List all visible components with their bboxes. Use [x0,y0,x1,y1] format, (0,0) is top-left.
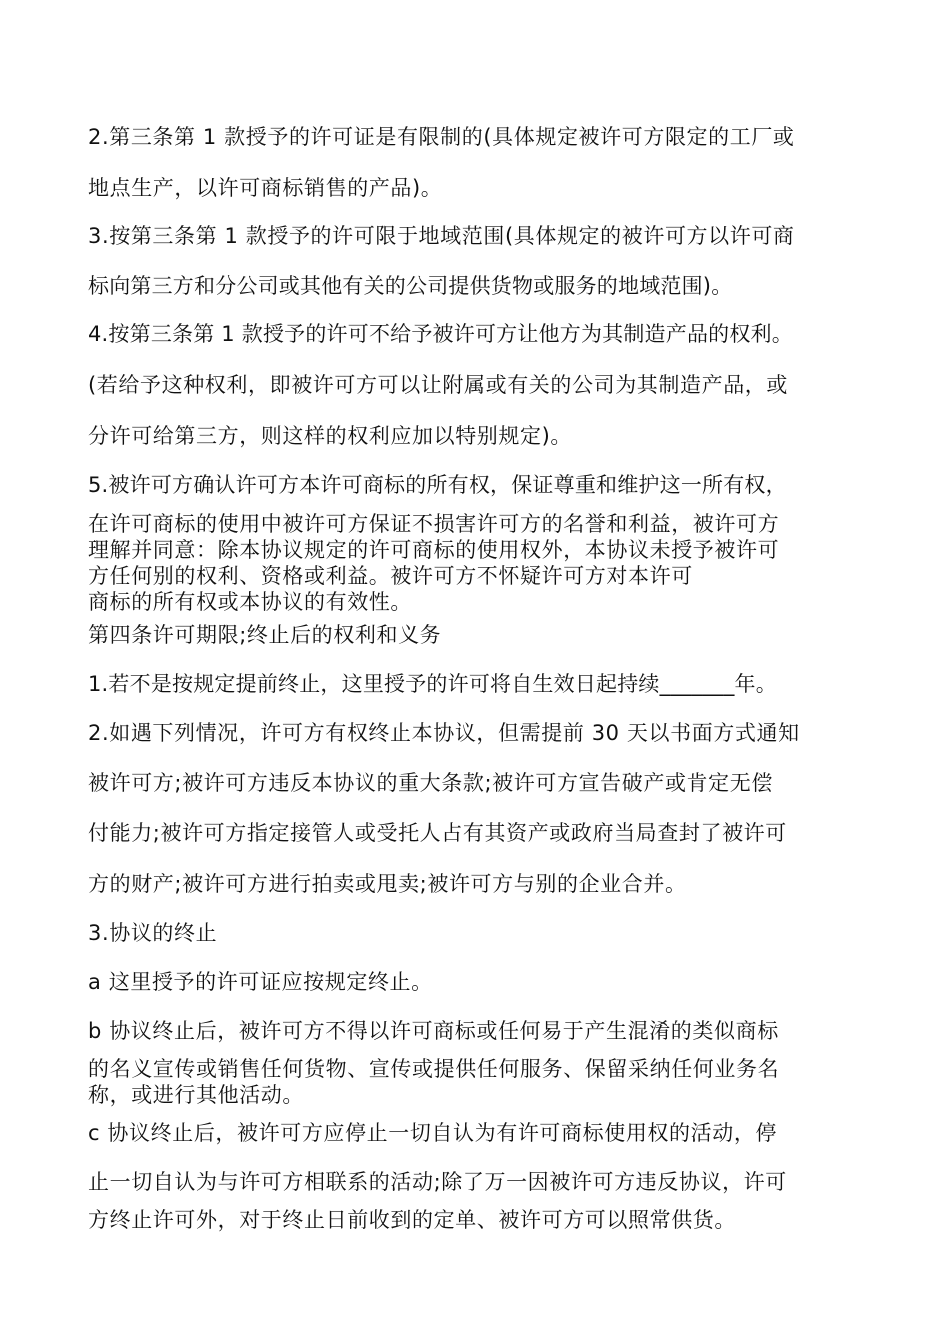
paragraph-5-line-4: 方任何别的权利、资格或利益。被许可方不怀疑许可方对本许可 [88,564,693,588]
paragraph-2-line-2: 地点生产，以许可商标销售的产品)。 [88,176,443,200]
paragraph-3-line-2: 标向第三方和分公司或其他有关的公司提供货物或服务的地域范围)。 [88,274,733,298]
article-4-item-2-line-3: 付能力;被许可方指定接管人或受托人占有其资产或政府当局查封了被许可 [88,821,787,845]
paragraph-4-line-1: 4.按第三条第 1 款授予的许可不给予被许可方让他方为其制造产品的权利。 [88,322,793,346]
article-4-item-2-line-1: 2.如遇下列情况，许可方有权终止本协议，但需提前 30 天以书面方式通知 [88,721,800,745]
paragraph-4-line-3: 分许可给第三方，则这样的权利应加以特别规定)。 [88,424,572,448]
article-4-item-3: 3.协议的终止 [88,921,218,945]
paragraph-5-line-1: 5.被许可方确认许可方本许可商标的所有权，保证尊重和维护这一所有权， [88,473,787,497]
paragraph-5-line-5: 商标的所有权或本协议的有效性。 [88,590,412,614]
article-4-item-2-line-4: 方的财产;被许可方进行拍卖或甩卖;被许可方与别的企业合并。 [88,872,687,896]
paragraph-5-line-3: 理解并同意：除本协议规定的许可商标的使用权外，本协议未授予被许可 [88,538,780,562]
paragraph-3-line-1: 3.按第三条第 1 款授予的许可限于地域范围(具体规定的被许可方以许可商 [88,224,795,248]
article-4-item-3c-line-3: 方终止许可外，对于终止日前收到的定单、被许可方可以照常供货。 [88,1208,736,1232]
paragraph-2-line-1: 2.第三条第 1 款授予的许可证是有限制的(具体规定被许可方限定的工厂或 [88,125,795,149]
article-4-item-3b-line-3: 称，或进行其他活动。 [88,1083,304,1107]
article-4-item-3c-line-1: c 协议终止后，被许可方应停止一切自认为有许可商标使用权的活动，停 [88,1121,778,1145]
article-4-item-3b-line-1: b 协议终止后，被许可方不得以许可商标或任何易于产生混淆的类似商标 [88,1019,779,1043]
article-4-item-3a: a 这里授予的许可证应按规定终止。 [88,970,433,994]
article-4-item-1: 1.若不是按规定提前终止，这里授予的许可将自生效日起持续_______年。 [88,672,777,696]
article-4-heading: 第四条许可期限;终止后的权利和义务 [88,623,442,647]
paragraph-4-line-2: (若给予这种权利，即被许可方可以让附属或有关的公司为其制造产品，或 [88,373,788,397]
article-4-item-3c-line-2: 止一切自认为与许可方相联系的活动;除了万一因被许可方违反协议，许可 [88,1170,787,1194]
article-4-item-3b-line-2: 的名义宣传或销售任何货物、宣传或提供任何服务、保留采纳任何业务名 [88,1057,780,1081]
paragraph-5-line-2: 在许可商标的使用中被许可方保证不损害许可方的名誉和利益，被许可方 [88,512,780,536]
article-4-item-2-line-2: 被许可方;被许可方违反本协议的重大条款;被许可方宣告破产或肯定无偿 [88,771,773,795]
